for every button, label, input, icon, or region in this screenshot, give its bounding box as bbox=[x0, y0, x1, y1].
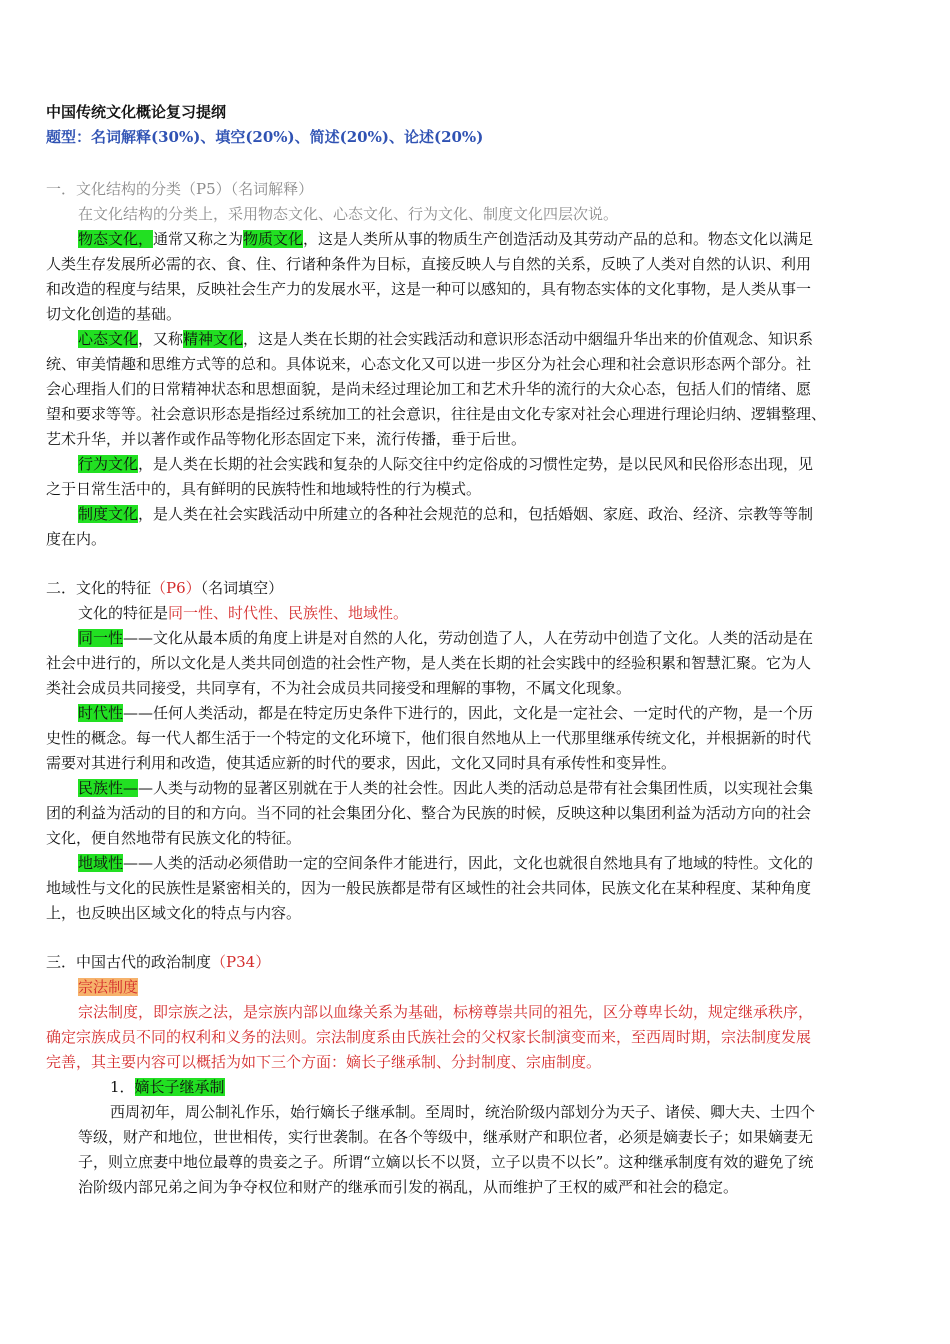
term-ethnicity: 民族性— bbox=[78, 779, 139, 797]
paragraph-mental-culture: 心态文化，又称精神文化，这是人类在长期的社会实践活动和意识形态活动中絪缊升华出来的价值观念、知识系 bbox=[78, 330, 814, 348]
list-number: 1． bbox=[110, 1078, 135, 1096]
text-line: 上，也反映出区域文化的特点与内容。 bbox=[46, 904, 302, 922]
paragraph-identity: 同一性——文化从最本质的角度上讲是对自然的人化，劳动创造了人，人在劳动中创造了文化。人类的活动是在 bbox=[78, 629, 814, 647]
text-line: 会心理指人们的日常精神状态和思想面貌，是尚未经过理论加工和艺术升华的流行的大众心态，包括人们的情绪、愿 bbox=[46, 380, 812, 398]
term-institution-culture: 制度文化 bbox=[78, 505, 139, 523]
text-line: 社会中进行的，所以文化是人类共同创造的社会性产物，是人类在长期的社会实践中的经验积累和智慧汇聚。它为人 bbox=[46, 654, 812, 672]
text-line-red: 宗法制度，即宗族之法，是宗族内部以血缘关系为基础，标榜尊崇共同的祖先，区分尊卑长幼，规定继承秩序， bbox=[78, 1003, 814, 1021]
section-2-heading: 二．文化的特征（P6）（名词填空） bbox=[46, 579, 284, 597]
term-region: 地域性 bbox=[78, 854, 124, 872]
term-primogeniture: 嫡长子继承制 bbox=[134, 1078, 225, 1096]
text-line: 团的利益为活动的目的和方向。当不同的社会集团分化、整合为民族的时候，反映这种以集团利益为活动方向的社会 bbox=[46, 804, 812, 822]
text-line: 等级，财产和地位，世世相传，实行世袭制。在各个等级中，继承财产和职位者，必须是嫡妻长子；如果嫡妻无 bbox=[78, 1128, 814, 1146]
term-mental-culture: 心态文化 bbox=[78, 330, 139, 348]
text-line-red: 完善，其主要内容可以概括为如下三个方面：嫡长子继承制、分封制度、宗庙制度。 bbox=[46, 1053, 602, 1071]
text-line: 艺术升华，并以著作或作品等物化形态固定下来，流行传播，垂于后世。 bbox=[46, 430, 527, 448]
text-line: 人类生存发展所必需的衣、食、住、行诸种条件为目标，直接反映人与自然的关系，反映了人类对自然的认识、利用 bbox=[46, 255, 812, 273]
paragraph-ethnicity: 民族性——人类与动物的显著区别就在于人类的社会性。因此人类的活动总是带有社会集团性质，以实现社会集 bbox=[78, 779, 814, 797]
paragraph-material-culture: 物态文化，通常又称之为物质文化，这是人类所从事的物质生产创造活动及其劳动产品的总和。物态文化以满足 bbox=[78, 230, 814, 248]
paragraph-era: 时代性——任何人类活动，都是在特定历史条件下进行的，因此，文化是一定社会、一定时代的产物，是一个历 bbox=[78, 704, 814, 722]
text-line: 子，则立庶妻中地位最尊的贵妾之子。所谓“立嫡以长不以贤，立子以贵不以长”。这种继承制度有效的避免了统 bbox=[78, 1153, 814, 1171]
text-line: 治阶级内部兄弟之间为争夺权位和财产的继承而引发的祸乱，从而维护了王权的威严和社会的稳定。 bbox=[78, 1178, 739, 1196]
doc-subtitle: 题型：名词解释(30%)、填空(20%)、简述(20%)、论述(20%) bbox=[46, 128, 484, 146]
term-material-culture: 物态文化， bbox=[78, 230, 154, 248]
term-identity: 同一性 bbox=[78, 629, 124, 647]
term-physical-culture: 物质文化 bbox=[243, 230, 304, 248]
text-line: 统、审美情趣和思维方式等的总和。具体说来，心态文化又可以进一步区分为社会心理和社会意识形态两个部分。社 bbox=[46, 355, 812, 373]
doc-title: 中国传统文化概论复习提纲 bbox=[46, 103, 227, 121]
term-clan-system: 宗法制度 bbox=[78, 978, 139, 996]
section-3-heading: 三．中国古代的政治制度（P34） bbox=[46, 953, 271, 971]
section-1-heading: 一．文化结构的分类（P5）（名词解释） bbox=[46, 180, 314, 198]
paragraph-institution-culture: 制度文化，是人类在社会实践活动中所建立的各种社会规范的总和，包括婚姻、家庭、政治、经济、宗教等等制 bbox=[78, 505, 814, 523]
paragraph-region: 地域性——人类的活动必须借助一定的空间条件才能进行，因此，文化也就很自然地具有了地域的特性。文化的 bbox=[78, 854, 814, 872]
text-line: 切文化创造的基础。 bbox=[46, 305, 182, 323]
text-line: 西周初年，周公制礼作乐，始行嫡长子继承制。至周时，统治阶级内部划分为天子、诸侯、卿大夫、士四个 bbox=[110, 1103, 816, 1121]
section-1-intro: 在文化结构的分类上，采用物态文化、心态文化、行为文化、制度文化四层次说。 bbox=[78, 205, 619, 223]
section-2-intro: 文化的特征是同一性、时代性、民族性、地域性。 bbox=[78, 604, 409, 622]
list-item-primogeniture bbox=[110, 1076, 225, 1098]
text-line: 和改造的程度与结果，反映社会生产力的发展水平，这是一种可以感知的，具有物态实体的文化事物，是人类从事一 bbox=[46, 280, 812, 298]
text-line: 文化，便自然地带有民族文化的特征。 bbox=[46, 829, 302, 847]
term-spiritual-culture: 精神文化 bbox=[183, 330, 244, 348]
paragraph-behavior-culture: 行为文化，是人类在长期的社会实践和复杂的人际交往中约定俗成的习惯性定势，是以民风和民俗形态出现，见 bbox=[78, 455, 814, 473]
text-line: 度在内。 bbox=[46, 530, 107, 548]
text-line-red: 确定宗族成员不同的权利和义务的法则。宗法制度系由氏族社会的父权家长制演变而来，至西周时期，宗法制度发展 bbox=[46, 1028, 812, 1046]
text-line: 需要对其进行利用和改造，使其适应新的时代的要求，因此，文化又同时具有承传性和变异性。 bbox=[46, 754, 677, 772]
text-line: 类社会成员共同接受，共同享有，不为社会成员共同接受和理解的事物，不属文化现象。 bbox=[46, 679, 632, 697]
term-behavior-culture: 行为文化 bbox=[78, 455, 139, 473]
section-3-subheading bbox=[78, 976, 138, 998]
text-line: 望和要求等等。社会意识形态是指经过系统加工的社会意识，往往是由文化专家对社会心理进行理论归纳、逻辑整理、 bbox=[46, 405, 827, 423]
text-line: 史性的概念。每一代人都生活于一个特定的文化环境下，他们很自然地从上一代那里继承传统文化，并根据新的时代 bbox=[46, 729, 812, 747]
text-line: 之于日常生活中的，具有鲜明的民族特性和地域特性的行为模式。 bbox=[46, 480, 482, 498]
term-era: 时代性 bbox=[78, 704, 124, 722]
text-line: 地域性与文化的民族性是紧密相关的，因为一般民族都是带有区域性的社会共同体，民族文化在某种程度、某种角度 bbox=[46, 879, 812, 897]
